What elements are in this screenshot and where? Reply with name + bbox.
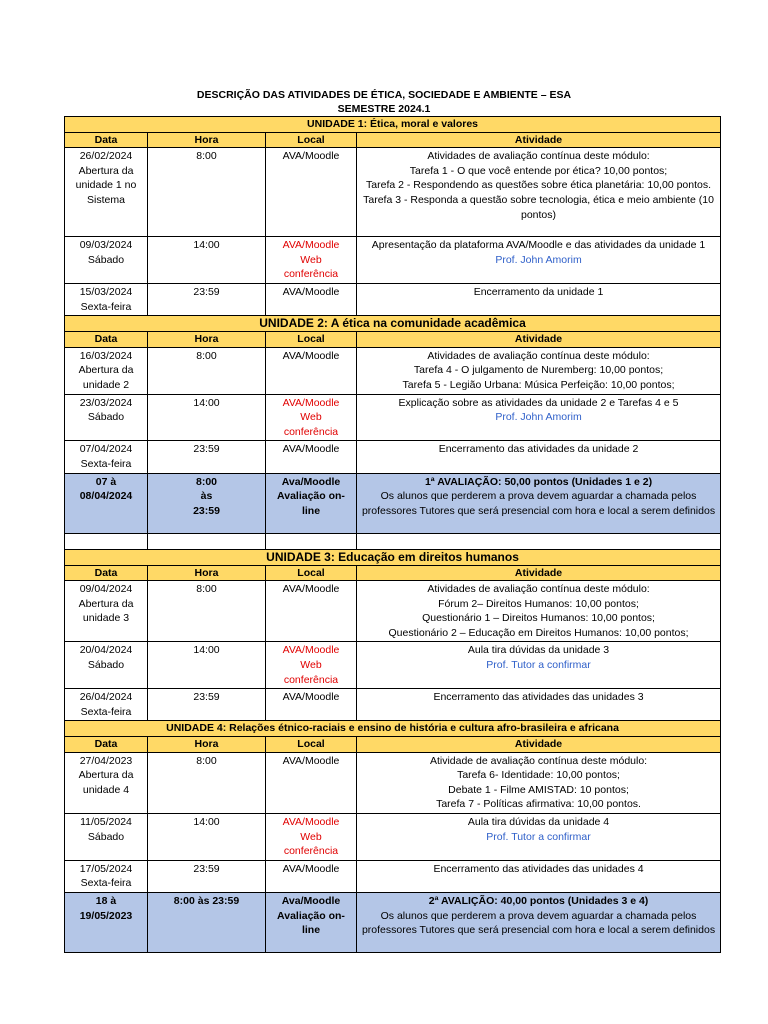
place-text: conferência	[283, 673, 339, 686]
place-text: AVA/Moodle	[282, 396, 340, 409]
activity-text: Questionário 1 – Direitos Humanos: 10,00 pontos;	[422, 612, 655, 625]
place-text: AVA/Moodle	[282, 583, 340, 596]
unit-title-row	[65, 721, 721, 737]
place-text: Web	[300, 411, 322, 424]
semester-title: SEMESTRE 2024.1	[337, 103, 431, 115]
eval-date: 08/04/2024	[79, 490, 133, 503]
date-text: unidade 3	[82, 612, 130, 625]
activity-cell	[357, 752, 721, 813]
activity-cell	[357, 689, 721, 721]
place-text: Web	[300, 659, 322, 672]
eval-title: 2ª AVALIÇÃO: 40,00 pontos (Unidades 3 e 4)	[428, 894, 649, 907]
place-text: AVA/Moodle	[282, 349, 340, 362]
unit-title: UNIDADE 4: Relações étnico-raciais e ensino de história e cultura afro-brasileira e africana	[65, 721, 721, 737]
header-hora: Hora	[148, 332, 266, 348]
time-cell	[148, 237, 266, 284]
time-cell	[148, 441, 266, 473]
empty-cell	[148, 533, 266, 549]
date-text: Abertura da	[78, 597, 134, 610]
eval-time: às	[200, 490, 213, 503]
time-cell	[148, 581, 266, 642]
date-text: Sexta-feira	[80, 457, 132, 470]
time-text: 23:59	[193, 285, 220, 298]
activity-text: Encerramento das atividades das unidades 4	[433, 862, 644, 875]
place-cell	[266, 814, 357, 861]
activity-text: Encerramento das atividades das unidades 3	[433, 691, 644, 704]
header-data: Data	[65, 132, 148, 148]
time-text: 23:59	[193, 691, 220, 704]
schedule-row	[65, 814, 721, 861]
eval-time-cell	[148, 892, 266, 952]
date-text: Abertura da	[78, 164, 134, 177]
place-cell	[266, 752, 357, 813]
professor-name: Prof. Tutor a confirmar	[486, 659, 591, 672]
place-text: conferência	[283, 268, 339, 281]
schedule-row	[65, 860, 721, 892]
activity-text: Aula tira dúvidas da unidade 3	[467, 644, 610, 657]
eval-time-cell	[148, 473, 266, 533]
unit-title: UNIDADE 2: A ética na comunidade acadêmica	[65, 316, 721, 332]
eval-title: 1ª AVALIAÇÃO: 50,00 pontos (Unidades 1 e 2)	[424, 475, 653, 488]
date-text: Sistema	[87, 193, 125, 206]
eval-place: Ava/Moodle	[281, 894, 341, 907]
date-text: Sábado	[87, 411, 125, 424]
date-cell	[65, 441, 148, 473]
document-title: DESCRIÇÃO DAS ATIVIDADES DE ÉTICA, SOCIEDADE E AMBIENTE – ESA	[196, 89, 572, 101]
empty-row	[65, 533, 721, 549]
date-text: 23/03/2024	[79, 396, 133, 409]
activity-text: Explicação sobre as atividades da unidade 2 e Tarefas 4 e 5	[398, 396, 679, 409]
date-text: unidade 2	[82, 378, 130, 391]
header-data: Data	[65, 565, 148, 581]
professor-name: Prof. John Amorim	[495, 253, 582, 266]
activity-cell	[357, 581, 721, 642]
activity-cell	[357, 394, 721, 441]
date-text: 15/03/2024	[79, 285, 133, 298]
header-hora: Hora	[148, 132, 266, 148]
schedule-row	[65, 237, 721, 284]
unit-title-row	[65, 117, 721, 133]
place-cell	[266, 689, 357, 721]
date-cell	[65, 148, 148, 237]
date-text: 07/04/2024	[79, 443, 133, 456]
eval-date-cell	[65, 473, 148, 533]
time-text: 14:00	[193, 816, 220, 828]
date-text: 27/04/2023	[79, 754, 133, 767]
activity-text: Tarefa 4 - O julgamento de Nuremberg: 10,00 pontos;	[413, 364, 664, 377]
eval-place-cell	[266, 892, 357, 952]
header-local: Local	[266, 132, 357, 148]
place-cell	[266, 347, 357, 394]
activity-text: Atividade de avaliação contínua deste módulo:	[429, 754, 648, 767]
date-text: Sexta-feira	[80, 877, 132, 890]
date-text: Sexta-feira	[80, 705, 132, 718]
place-text: conferência	[283, 845, 339, 858]
date-cell	[65, 283, 148, 315]
header-local: Local	[266, 332, 357, 348]
activity-text: Apresentação da plataforma AVA/Moodle e das atividades da unidade 1	[371, 239, 706, 252]
schedule-row	[65, 441, 721, 473]
header-hora: Hora	[148, 565, 266, 581]
time-cell	[148, 860, 266, 892]
empty-cell	[266, 533, 357, 549]
place-text: AVA/Moodle	[282, 862, 340, 875]
eval-time: 23:59	[193, 504, 220, 517]
date-cell	[65, 347, 148, 394]
activity-text: Encerramento da unidade 1	[473, 285, 604, 298]
date-cell	[65, 689, 148, 721]
schedule-row	[65, 148, 721, 237]
place-cell	[266, 237, 357, 284]
time-cell	[148, 642, 266, 689]
date-cell	[65, 860, 148, 892]
place-text: AVA/Moodle	[282, 644, 340, 657]
date-cell	[65, 237, 148, 284]
activity-text: Debate 1 - Filme AMISTAD: 10 pontos;	[448, 783, 629, 796]
schedule-row	[65, 752, 721, 813]
time-text: 23:59	[193, 443, 220, 456]
unit-title-row	[65, 316, 721, 332]
activity-cell	[357, 642, 721, 689]
place-cell	[266, 148, 357, 237]
column-header-row	[65, 132, 721, 148]
date-text: 26/04/2024	[79, 691, 133, 704]
place-text: conferência	[283, 425, 339, 438]
place-text: AVA/Moodle	[282, 754, 340, 767]
eval-activity-cell	[357, 892, 721, 952]
activity-text: Atividades de avaliação contínua deste módulo:	[427, 349, 650, 362]
schedule-row	[65, 581, 721, 642]
time-cell	[148, 689, 266, 721]
date-text: Abertura da	[78, 364, 134, 377]
activity-text: Tarefa 2 - Respondendo as questões sobre ética planetária: 10,00 pontos.	[366, 179, 712, 192]
activity-cell	[357, 283, 721, 315]
unit-title: UNIDADE 1: Ética, moral e valores	[65, 117, 721, 133]
time-text: 14:00	[193, 396, 220, 409]
date-text: 17/05/2024	[79, 862, 133, 875]
column-header-row	[65, 737, 721, 753]
header-atividade: Atividade	[357, 565, 721, 581]
activity-text: Tarefa 1 - O que você entende por ética? 10,00 pontos;	[409, 164, 668, 177]
professor-name: Prof. Tutor a confirmar	[486, 830, 591, 843]
place-text: AVA/Moodle	[282, 691, 340, 704]
place-text: AVA/Moodle	[282, 816, 340, 828]
eval-description: Os alunos que perderem a prova devem aguardar a chamada pelos professores Tutores que será presencial com hora e local a serem definidos	[361, 490, 716, 517]
place-text: Web	[300, 830, 322, 843]
place-cell	[266, 860, 357, 892]
place-cell	[266, 581, 357, 642]
date-text: 20/04/2024	[79, 644, 133, 657]
date-cell	[65, 581, 148, 642]
activity-text: Atividades de avaliação contínua deste módulo:	[427, 583, 650, 596]
time-text: 23:59	[193, 862, 220, 875]
professor-name: Prof. John Amorim	[495, 411, 582, 424]
evaluation-row	[65, 473, 721, 533]
eval-description: Os alunos que perderem a prova devem aguardar a chamada pelos professores Tutores que será presencial com hora e local a serem definidos	[361, 909, 716, 937]
place-text: Web	[300, 253, 322, 266]
eval-date-cell	[65, 892, 148, 952]
eval-place: line	[301, 504, 321, 517]
unit-title: UNIDADE 3: Educação em direitos humanos	[65, 549, 721, 565]
date-cell	[65, 642, 148, 689]
schedule-row	[65, 283, 721, 315]
time-cell	[148, 148, 266, 237]
date-text: Abertura da	[78, 769, 134, 782]
schedule-row	[65, 642, 721, 689]
eval-time: 8:00 às 23:59	[173, 894, 240, 907]
time-cell	[148, 814, 266, 861]
time-cell	[148, 394, 266, 441]
schedule-row	[65, 394, 721, 441]
date-text: Sábado	[87, 659, 125, 672]
activity-text: Atividades de avaliação contínua deste módulo:	[427, 150, 650, 163]
eval-date: 07 à	[95, 475, 117, 488]
eval-place: line	[301, 924, 321, 937]
eval-time: 8:00	[195, 475, 217, 488]
time-cell	[148, 283, 266, 315]
time-cell	[148, 752, 266, 813]
header-data: Data	[65, 737, 148, 753]
time-text: 8:00	[196, 150, 217, 163]
time-text: 8:00	[196, 349, 217, 362]
date-text: 09/04/2024	[79, 583, 133, 596]
activity-text: Aula tira dúvidas da unidade 4	[467, 816, 610, 828]
eval-activity-cell	[357, 473, 721, 533]
activity-cell	[357, 814, 721, 861]
place-text: AVA/Moodle	[282, 239, 340, 252]
activity-text: Tarefa 6- Identidade: 10,00 pontos;	[457, 769, 620, 782]
date-text: Sexta-feira	[80, 300, 132, 313]
activity-cell	[357, 347, 721, 394]
date-cell	[65, 394, 148, 441]
activity-text: Questionário 2 – Educação em Direitos Humanos: 10,00 pontos;	[388, 626, 689, 639]
empty-cell	[357, 533, 721, 549]
eval-date: 18 à	[95, 894, 117, 907]
eval-place-cell	[266, 473, 357, 533]
empty-cell	[65, 533, 148, 549]
time-text: 8:00	[196, 754, 217, 767]
time-text: 14:00	[193, 644, 220, 657]
header-data: Data	[65, 332, 148, 348]
place-cell	[266, 394, 357, 441]
column-header-row	[65, 565, 721, 581]
header-atividade: Atividade	[357, 737, 721, 753]
header-hora: Hora	[148, 737, 266, 753]
date-text: 16/03/2024	[79, 349, 133, 362]
date-text: Sábado	[87, 830, 125, 843]
header-local: Local	[266, 737, 357, 753]
date-cell	[65, 752, 148, 813]
place-cell	[266, 441, 357, 473]
activity-cell	[357, 860, 721, 892]
header-local: Local	[266, 565, 357, 581]
unit-title-row	[65, 549, 721, 565]
activity-cell	[357, 237, 721, 284]
activity-text: Tarefa 5 - Legião Urbana: Música Perfeição: 10,00 pontos;	[402, 378, 675, 391]
activity-text: Tarefa 3 - Responda a questão sobre tecnologia, ética e meio ambiente (10 pontos)	[363, 193, 714, 221]
date-text: Sábado	[87, 253, 125, 266]
date-cell	[65, 814, 148, 861]
evaluation-row	[65, 892, 721, 952]
time-text: 14:00	[193, 239, 220, 252]
time-cell	[148, 347, 266, 394]
header-atividade: Atividade	[357, 132, 721, 148]
eval-place: Ava/Moodle	[281, 475, 341, 488]
activity-text: Tarefa 7 - Políticas afirmativa: 10,00 pontos.	[436, 798, 641, 811]
eval-date: 19/05/2023	[79, 909, 133, 922]
place-cell	[266, 642, 357, 689]
schedule-row	[65, 689, 721, 721]
header-atividade: Atividade	[357, 332, 721, 348]
place-cell	[266, 283, 357, 315]
eval-place: Avaliação on-	[277, 490, 345, 503]
place-text: AVA/Moodle	[282, 443, 340, 456]
activity-cell	[357, 148, 721, 237]
date-text: unidade 4	[82, 783, 130, 796]
date-text: 09/03/2024	[79, 239, 133, 252]
activity-text: Fórum 2– Direitos Humanos: 10,00 pontos;	[438, 597, 639, 610]
activity-text: Encerramento das atividades da unidade 2	[438, 443, 639, 456]
date-text: 26/02/2024	[79, 150, 133, 163]
eval-place: Avaliação on-	[277, 909, 345, 922]
column-header-row	[65, 332, 721, 348]
date-text: 11/05/2024	[80, 816, 132, 828]
schedule-table	[64, 116, 721, 953]
time-text: 8:00	[196, 583, 217, 596]
place-text: AVA/Moodle	[282, 150, 340, 163]
date-text: unidade 1 no	[75, 179, 137, 192]
schedule-row	[65, 347, 721, 394]
activity-cell	[357, 441, 721, 473]
place-text: AVA/Moodle	[282, 285, 340, 298]
